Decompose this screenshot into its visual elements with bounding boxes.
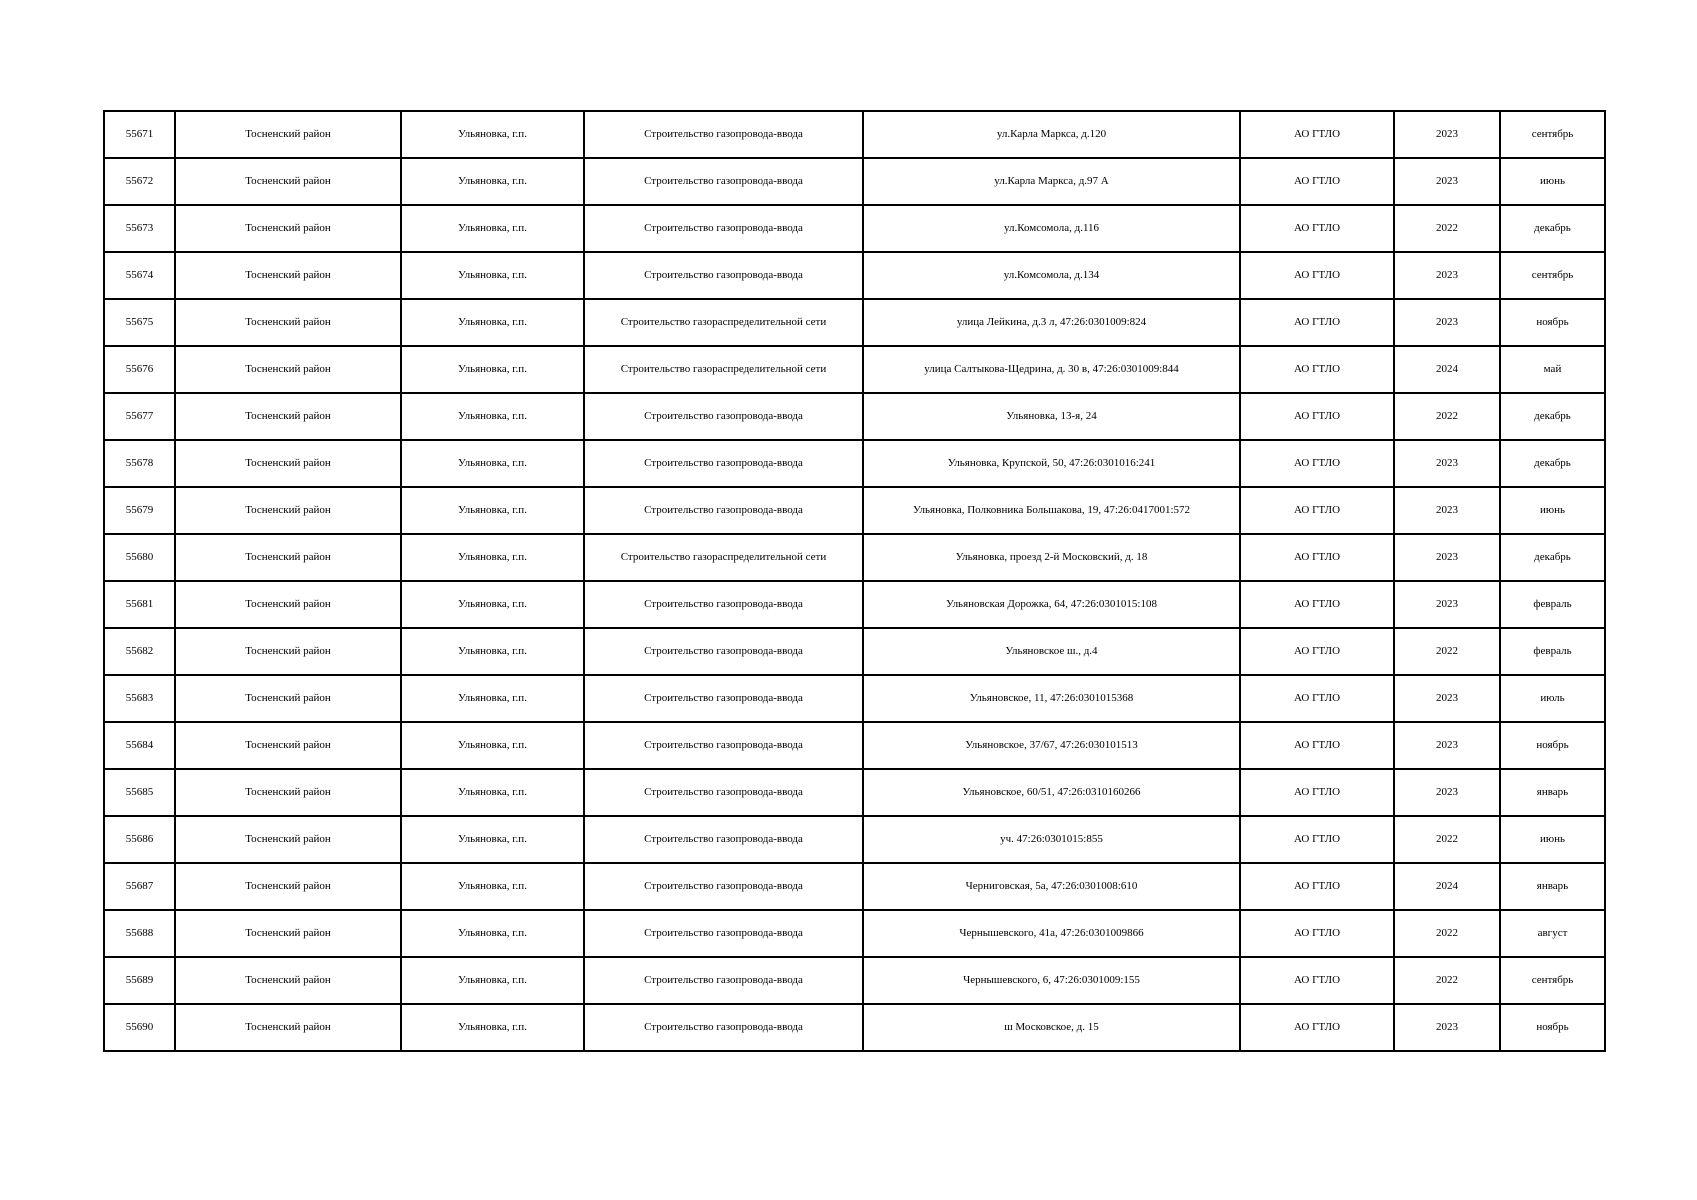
organization-cell: АО ГТЛО (1240, 581, 1394, 628)
address-cell: Ульяновское ш., д.4 (863, 628, 1240, 675)
work-type-cell: Строительство газопровода-ввода (584, 1004, 863, 1051)
month-cell: сентябрь (1500, 957, 1605, 1004)
work-type-cell: Строительство газопровода-ввода (584, 440, 863, 487)
address-cell: Чернышевского, 41а, 47:26:0301009866 (863, 910, 1240, 957)
organization-cell: АО ГТЛО (1240, 393, 1394, 440)
table-row (104, 722, 1605, 769)
month-cell: январь (1500, 863, 1605, 910)
object-number-cell: 55678 (104, 440, 175, 487)
address-cell: Ульяновское, 37/67, 47:26:030101513 (863, 722, 1240, 769)
settlement-cell: Ульяновка, г.п. (401, 534, 584, 581)
object-number-cell: 55676 (104, 346, 175, 393)
district-cell: Тосненский район (175, 957, 401, 1004)
district-cell: Тосненский район (175, 534, 401, 581)
address-cell: Ульяновка, Крупской, 50, 47:26:0301016:241 (863, 440, 1240, 487)
year-cell: 2023 (1394, 581, 1500, 628)
table-row (104, 440, 1605, 487)
table-row (104, 1004, 1605, 1051)
address-cell: Ульяновская Дорожка, 64, 47:26:0301015:108 (863, 581, 1240, 628)
month-cell: январь (1500, 769, 1605, 816)
organization-cell: АО ГТЛО (1240, 440, 1394, 487)
settlement-cell: Ульяновка, г.п. (401, 863, 584, 910)
address-cell: Ульяновка, проезд 2-й Московский, д. 18 (863, 534, 1240, 581)
work-type-cell: Строительство газопровода-ввода (584, 487, 863, 534)
district-cell: Тосненский район (175, 252, 401, 299)
month-cell: июнь (1500, 158, 1605, 205)
work-type-cell: Строительство газопровода-ввода (584, 816, 863, 863)
year-cell: 2022 (1394, 205, 1500, 252)
settlement-cell: Ульяновка, г.п. (401, 1004, 584, 1051)
organization-cell: АО ГТЛО (1240, 675, 1394, 722)
year-cell: 2023 (1394, 111, 1500, 158)
organization-cell: АО ГТЛО (1240, 346, 1394, 393)
table-row (104, 393, 1605, 440)
district-cell: Тосненский район (175, 299, 401, 346)
address-cell: ул.Карла Маркса, д.120 (863, 111, 1240, 158)
table-row (104, 534, 1605, 581)
object-number-cell: 55683 (104, 675, 175, 722)
table-row (104, 346, 1605, 393)
organization-cell: АО ГТЛО (1240, 628, 1394, 675)
work-type-cell: Строительство газопровода-ввода (584, 675, 863, 722)
object-number-cell: 55673 (104, 205, 175, 252)
object-number-cell: 55682 (104, 628, 175, 675)
object-number-cell: 55686 (104, 816, 175, 863)
work-type-cell: Строительство газораспределительной сети (584, 346, 863, 393)
table-row (104, 487, 1605, 534)
year-cell: 2023 (1394, 769, 1500, 816)
month-cell: февраль (1500, 581, 1605, 628)
settlement-cell: Ульяновка, г.п. (401, 205, 584, 252)
address-cell: уч. 47:26:0301015:855 (863, 816, 1240, 863)
settlement-cell: Ульяновка, г.п. (401, 957, 584, 1004)
year-cell: 2023 (1394, 675, 1500, 722)
address-cell: Ульяновское, 11, 47:26:0301015368 (863, 675, 1240, 722)
district-cell: Тосненский район (175, 863, 401, 910)
object-number-cell: 55671 (104, 111, 175, 158)
district-cell: Тосненский район (175, 158, 401, 205)
district-cell: Тосненский район (175, 910, 401, 957)
work-type-cell: Строительство газопровода-ввода (584, 628, 863, 675)
year-cell: 2023 (1394, 158, 1500, 205)
table-row (104, 581, 1605, 628)
district-cell: Тосненский район (175, 722, 401, 769)
work-type-cell: Строительство газопровода-ввода (584, 205, 863, 252)
district-cell: Тосненский район (175, 346, 401, 393)
object-number-cell: 55680 (104, 534, 175, 581)
work-type-cell: Строительство газопровода-ввода (584, 910, 863, 957)
year-cell: 2022 (1394, 910, 1500, 957)
month-cell: ноябрь (1500, 722, 1605, 769)
work-type-cell: Строительство газопровода-ввода (584, 252, 863, 299)
district-cell: Тосненский район (175, 205, 401, 252)
settlement-cell: Ульяновка, г.п. (401, 816, 584, 863)
object-number-cell: 55687 (104, 863, 175, 910)
year-cell: 2023 (1394, 722, 1500, 769)
settlement-cell: Ульяновка, г.п. (401, 722, 584, 769)
organization-cell: АО ГТЛО (1240, 722, 1394, 769)
year-cell: 2022 (1394, 816, 1500, 863)
month-cell: декабрь (1500, 534, 1605, 581)
work-type-cell: Строительство газопровода-ввода (584, 863, 863, 910)
table-row (104, 111, 1605, 158)
organization-cell: АО ГТЛО (1240, 205, 1394, 252)
district-cell: Тосненский район (175, 1004, 401, 1051)
month-cell: сентябрь (1500, 252, 1605, 299)
month-cell: декабрь (1500, 205, 1605, 252)
work-type-cell: Строительство газопровода-ввода (584, 111, 863, 158)
address-cell: Чернышевского, 6, 47:26:0301009:155 (863, 957, 1240, 1004)
year-cell: 2023 (1394, 487, 1500, 534)
work-type-cell: Строительство газораспределительной сети (584, 299, 863, 346)
address-cell: Ульяновское, 60/51, 47:26:0310160266 (863, 769, 1240, 816)
gas-construction-table (103, 110, 1606, 1052)
object-number-cell: 55681 (104, 581, 175, 628)
organization-cell: АО ГТЛО (1240, 252, 1394, 299)
settlement-cell: Ульяновка, г.п. (401, 393, 584, 440)
year-cell: 2023 (1394, 299, 1500, 346)
settlement-cell: Ульяновка, г.п. (401, 628, 584, 675)
organization-cell: АО ГТЛО (1240, 816, 1394, 863)
table-row (104, 816, 1605, 863)
work-type-cell: Строительство газопровода-ввода (584, 158, 863, 205)
month-cell: декабрь (1500, 440, 1605, 487)
year-cell: 2024 (1394, 863, 1500, 910)
month-cell: июнь (1500, 816, 1605, 863)
month-cell: июль (1500, 675, 1605, 722)
settlement-cell: Ульяновка, г.п. (401, 111, 584, 158)
object-number-cell: 55688 (104, 910, 175, 957)
organization-cell: АО ГТЛО (1240, 299, 1394, 346)
work-type-cell: Строительство газопровода-ввода (584, 957, 863, 1004)
year-cell: 2022 (1394, 957, 1500, 1004)
settlement-cell: Ульяновка, г.п. (401, 440, 584, 487)
table-row (104, 205, 1605, 252)
organization-cell: АО ГТЛО (1240, 534, 1394, 581)
year-cell: 2023 (1394, 440, 1500, 487)
year-cell: 2022 (1394, 393, 1500, 440)
table-body (104, 111, 1605, 1051)
month-cell: февраль (1500, 628, 1605, 675)
month-cell: ноябрь (1500, 1004, 1605, 1051)
organization-cell: АО ГТЛО (1240, 158, 1394, 205)
month-cell: декабрь (1500, 393, 1605, 440)
address-cell: улица Лейкина, д.3 л, 47:26:0301009:824 (863, 299, 1240, 346)
district-cell: Тосненский район (175, 675, 401, 722)
district-cell: Тосненский район (175, 111, 401, 158)
settlement-cell: Ульяновка, г.п. (401, 299, 584, 346)
object-number-cell: 55685 (104, 769, 175, 816)
month-cell: май (1500, 346, 1605, 393)
district-cell: Тосненский район (175, 440, 401, 487)
district-cell: Тосненский район (175, 769, 401, 816)
district-cell: Тосненский район (175, 628, 401, 675)
year-cell: 2023 (1394, 1004, 1500, 1051)
district-cell: Тосненский район (175, 487, 401, 534)
year-cell: 2023 (1394, 534, 1500, 581)
organization-cell: АО ГТЛО (1240, 769, 1394, 816)
table-row (104, 299, 1605, 346)
work-type-cell: Строительство газораспределительной сети (584, 534, 863, 581)
year-cell: 2023 (1394, 252, 1500, 299)
object-number-cell: 55689 (104, 957, 175, 1004)
month-cell: август (1500, 910, 1605, 957)
object-number-cell: 55684 (104, 722, 175, 769)
month-cell: июнь (1500, 487, 1605, 534)
organization-cell: АО ГТЛО (1240, 1004, 1394, 1051)
district-cell: Тосненский район (175, 816, 401, 863)
organization-cell: АО ГТЛО (1240, 487, 1394, 534)
work-type-cell: Строительство газопровода-ввода (584, 393, 863, 440)
settlement-cell: Ульяновка, г.п. (401, 252, 584, 299)
settlement-cell: Ульяновка, г.п. (401, 487, 584, 534)
table-row (104, 675, 1605, 722)
address-cell: улица Салтыкова-Щедрина, д. 30 в, 47:26:0301009:844 (863, 346, 1240, 393)
table-row (104, 957, 1605, 1004)
organization-cell: АО ГТЛО (1240, 910, 1394, 957)
organization-cell: АО ГТЛО (1240, 957, 1394, 1004)
object-number-cell: 55672 (104, 158, 175, 205)
address-cell: Ульяновка, Полковника Большакова, 19, 47:26:0417001:572 (863, 487, 1240, 534)
work-type-cell: Строительство газопровода-ввода (584, 769, 863, 816)
address-cell: Черниговская, 5а, 47:26:0301008:610 (863, 863, 1240, 910)
year-cell: 2022 (1394, 628, 1500, 675)
object-number-cell: 55677 (104, 393, 175, 440)
month-cell: ноябрь (1500, 299, 1605, 346)
address-cell: ул.Карла Маркса, д.97 А (863, 158, 1240, 205)
address-cell: ш Московское, д. 15 (863, 1004, 1240, 1051)
table-row (104, 628, 1605, 675)
district-cell: Тосненский район (175, 581, 401, 628)
table-row (104, 158, 1605, 205)
address-cell: ул.Комсомола, д.116 (863, 205, 1240, 252)
address-cell: Ульяновка, 13-я, 24 (863, 393, 1240, 440)
month-cell: сентябрь (1500, 111, 1605, 158)
table-row (104, 910, 1605, 957)
settlement-cell: Ульяновка, г.п. (401, 910, 584, 957)
settlement-cell: Ульяновка, г.п. (401, 675, 584, 722)
organization-cell: АО ГТЛО (1240, 111, 1394, 158)
table-row (104, 769, 1605, 816)
table-row (104, 252, 1605, 299)
address-cell: ул.Комсомола, д.134 (863, 252, 1240, 299)
organization-cell: АО ГТЛО (1240, 863, 1394, 910)
object-number-cell: 55674 (104, 252, 175, 299)
settlement-cell: Ульяновка, г.п. (401, 346, 584, 393)
district-cell: Тосненский район (175, 393, 401, 440)
settlement-cell: Ульяновка, г.п. (401, 769, 584, 816)
object-number-cell: 55690 (104, 1004, 175, 1051)
work-type-cell: Строительство газопровода-ввода (584, 581, 863, 628)
settlement-cell: Ульяновка, г.п. (401, 581, 584, 628)
year-cell: 2024 (1394, 346, 1500, 393)
object-number-cell: 55675 (104, 299, 175, 346)
work-type-cell: Строительство газопровода-ввода (584, 722, 863, 769)
settlement-cell: Ульяновка, г.п. (401, 158, 584, 205)
object-number-cell: 55679 (104, 487, 175, 534)
table-row (104, 863, 1605, 910)
